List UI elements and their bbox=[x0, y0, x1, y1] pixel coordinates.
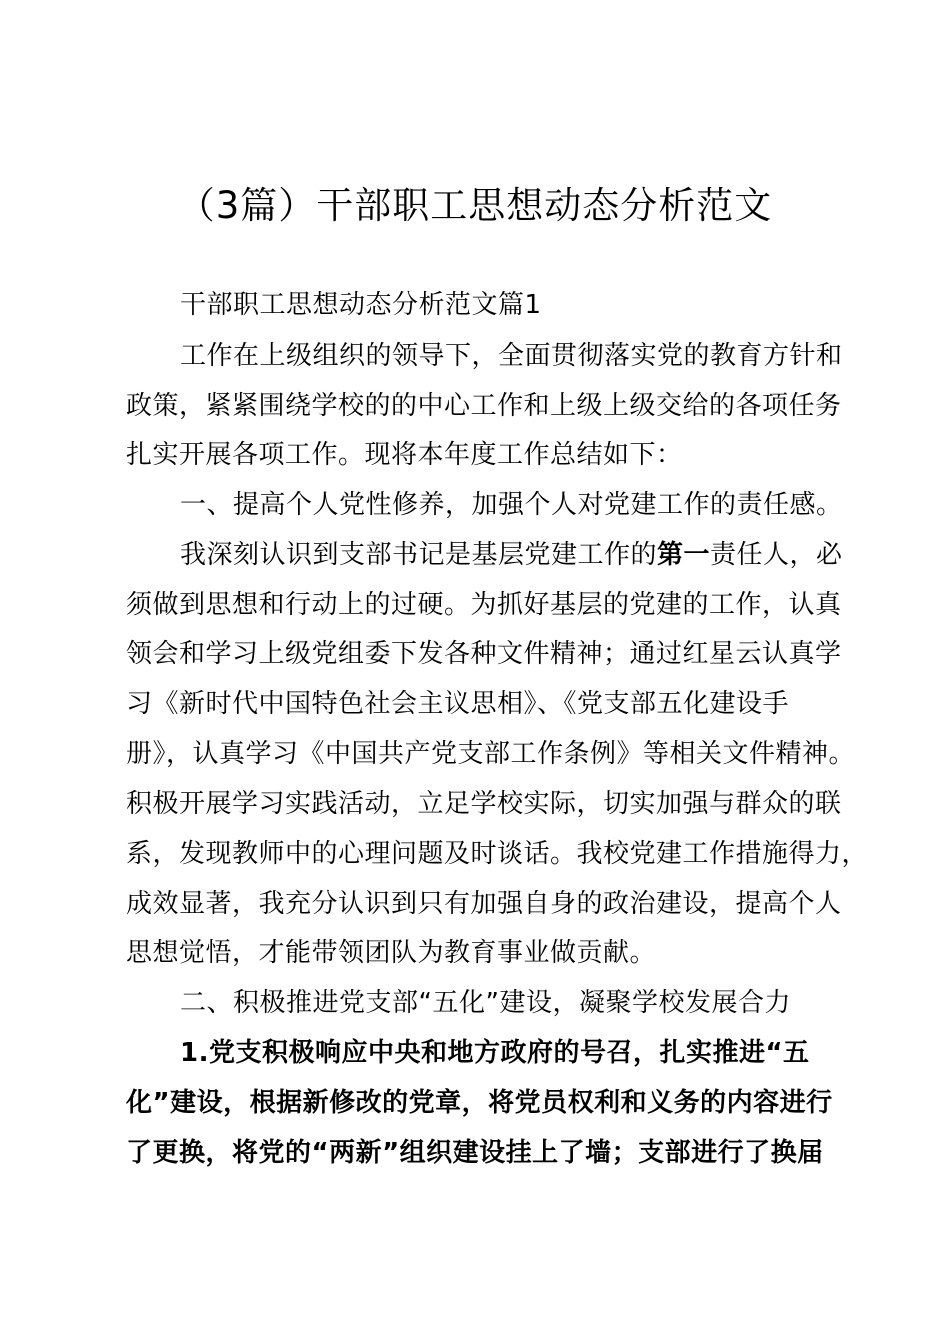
bold-paragraph-line: 了更换，将党的“两新”组织建设挂上了墙；支部进行了换届 bbox=[126, 1138, 824, 1168]
paragraph-line: 领会和学习上级党组委下发各种文件精神；通过红星云认真学 bbox=[126, 639, 842, 669]
section-heading: 一、提高个人党性修养，加强个人对党建工作的责任感。 bbox=[180, 490, 843, 520]
document-title: （3篇）干部职工思想动态分析范文 bbox=[177, 184, 773, 227]
paragraph-line: 系，发现教师中的心理问题及时谈话。我校党建工作措施得力， bbox=[126, 839, 869, 869]
paragraph-line: 习《新时代中国特色社会主议思相》、《党支部五化建设手 bbox=[126, 689, 790, 719]
paragraph-line: 扎实开展各项工作。现将本年度工作总结如下： bbox=[126, 440, 683, 470]
paragraph-line: 工作在上级组织的领导下，全面贯彻落实党的教育方针和 bbox=[180, 341, 843, 371]
text-run: 责任人，必 bbox=[710, 540, 843, 570]
section-heading: 二、积极推进党支部“五化”建设，凝聚学校发展合力 bbox=[180, 988, 791, 1018]
paragraph-line: 政策，紧紧围绕学校的的中心工作和上级上级交给的各项任务 bbox=[126, 391, 842, 421]
paragraph-line: 册》，认真学习《中国共产党支部工作条例》等相关文件精神。 bbox=[126, 739, 856, 769]
paragraph-line: 成效显著，我充分认识到只有加强自身的政治建设，提高个人 bbox=[126, 889, 842, 919]
bold-paragraph-line: 1.党支积极响应中央和地方政府的号召，扎实推进“五 bbox=[180, 1038, 810, 1068]
text-run: 我深刻认识到支部书记是基层党建工作的 bbox=[180, 540, 658, 570]
paragraph-line bbox=[180, 537, 843, 573]
paragraph-line: 须做到思想和行动上的过硬。为抓好基层的党建的工作，认真 bbox=[126, 590, 842, 620]
paragraph-line: 思想觉悟，才能带领团队为教育事业做贡献。 bbox=[126, 938, 657, 968]
section-subtitle: 干部职工思想动态分析范文篇1 bbox=[180, 290, 542, 320]
paragraph-line: 积极开展学习实践活动，立足学校实际，切实加强与群众的联 bbox=[126, 789, 842, 819]
bold-paragraph-line: 化”建设，根据新修改的党章，将党员权利和义务的内容进行 bbox=[126, 1088, 833, 1118]
bold-text-run: 第一 bbox=[657, 540, 711, 570]
